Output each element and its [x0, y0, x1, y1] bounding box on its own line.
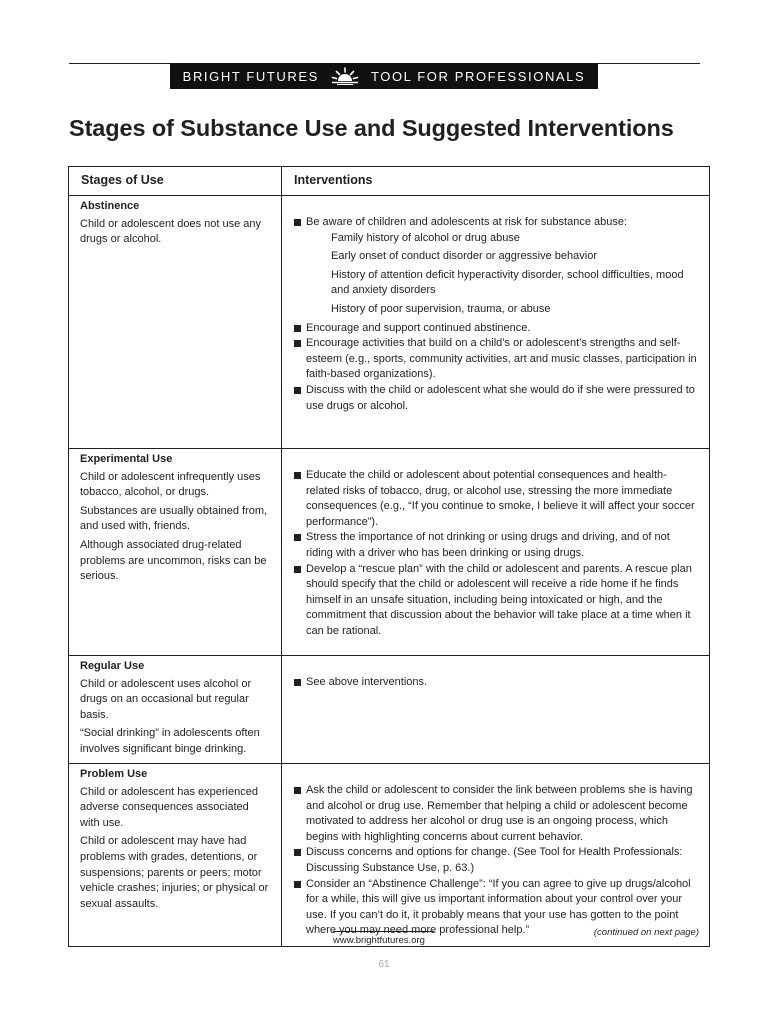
column-header-stages: Stages of Use [69, 167, 282, 196]
intervention-text: Stress the importance of not drinking or using drugs and driving, and of not riding with a driver who has been drinking or using drugs. [306, 531, 670, 559]
stage-description: Child or adolescent has experienced adverse consequences associated with use. [80, 785, 258, 829]
square-bullet-icon [294, 534, 301, 541]
stages-table [68, 166, 710, 947]
intervention-list [294, 675, 697, 691]
intervention-text: Be aware of children and adolescents at risk for substance abuse: [306, 216, 628, 228]
column-header-interventions: Interventions [282, 167, 710, 196]
stage-description: Child or adolescent does not use any drugs or alcohol. [80, 217, 262, 246]
stage-description: Child or adolescent infrequently uses tobacco, alcohol, or drugs. [80, 470, 261, 499]
intervention-list [294, 215, 697, 414]
banner-right-text: TOOL FOR PROFESSIONALS [370, 68, 586, 84]
square-bullet-icon [294, 787, 301, 794]
header-banner [170, 63, 598, 89]
intervention-text: See above interventions. [306, 676, 428, 688]
intervention-item [294, 530, 697, 561]
intervention-item [294, 783, 697, 845]
intervention-text: Ask the child or adolescent to consider the link between problems she is having and alcohol or drug use. Remember that helping a child or adolescent become motivated to address her alcohol or drug use is an ongoing process, which begins with highlighting concerns about current behavior. [306, 784, 693, 843]
risk-factor-item: Early onset of conduct disorder or aggressive behavior [331, 250, 597, 263]
stage-cell [69, 764, 282, 947]
table-row [69, 656, 710, 764]
stage-name: Abstinence [80, 200, 140, 212]
page-number: 61 [378, 959, 390, 970]
stage-description: Child or adolescent uses alcohol or drugs on an occasional but regular basis. [80, 677, 252, 721]
intervention-text: Consider an “Abstinence Challenge”: “If you can agree to give up drugs/alcohol for a while, this will give us important information about your control over your use. If you can’t do it, it probably means that your use has gotten to the point where you may need more professional help.” [306, 877, 691, 937]
square-bullet-icon [294, 325, 301, 332]
footer-url[interactable]: www.brightfutures.org [333, 935, 425, 946]
stage-description: “Social drinking” in adolescents often involves significant binge drinking. [80, 727, 260, 755]
interventions-cell [282, 656, 710, 764]
intervention-text: Encourage activities that build on a child’s or adolescent’s strengths and self-esteem (e.g., sports, community activities, art and music classes, participation in faith-based organizations). [306, 337, 697, 381]
square-bullet-icon [294, 340, 301, 347]
table-row [69, 449, 710, 656]
square-bullet-icon [294, 849, 301, 856]
risk-factor-item: History of attention deficit hyperactivity disorder, school difficulties, mood and anxiety disorders [331, 268, 684, 297]
interventions-cell [282, 196, 710, 449]
intervention-text: Encourage and support continued abstinence. [306, 321, 531, 334]
square-bullet-icon [294, 881, 301, 888]
stage-description: Substances are usually obtained from, and used with, friends. [80, 504, 268, 533]
square-bullet-icon [294, 679, 301, 686]
square-bullet-icon [294, 387, 301, 394]
intervention-text: Discuss concerns and options for change. (See Tool for Health Professionals: Discussing Substance Use, p. 63.) [306, 846, 683, 874]
intervention-list [294, 783, 697, 939]
stage-name: Experimental Use [80, 453, 173, 465]
intervention-item [294, 215, 697, 318]
risk-factor-item: Family history of alcohol or drug abuse [331, 231, 520, 244]
intervention-list [294, 468, 697, 640]
risk-factor-item: History of poor supervision, trauma, or abuse [331, 302, 551, 315]
stage-cell [69, 196, 282, 449]
continued-note: (continued on next page) [593, 927, 699, 938]
intervention-item [294, 336, 697, 383]
intervention-text: Educate the child or adolescent about potential consequences and health-related risks of tobacco, drug, or alcohol use, stressing the more immediate consequences (e.g., “If you continue to smoke, I believe it will affect your soccer performance”). [306, 469, 695, 528]
page-title: Stages of Substance Use and Suggested Interventions [69, 115, 674, 141]
stage-description: Although associated drug-related problems are uncommon, risks can be serious. [80, 538, 267, 583]
stage-cell [69, 656, 282, 764]
stage-name: Regular Use [80, 660, 145, 672]
intervention-text: Develop a “rescue plan” with the child or adolescent and parents. A rescue plan should specify that the child or adolescent will receive a ride home if he finds himself in an unsafe situation, including being intoxicated or high, and the commitment that discussion about the behavior will take place at a time when it can be rational. [306, 562, 692, 637]
risk-factor-list [306, 231, 697, 318]
sun-icon [331, 67, 359, 85]
interventions-cell [282, 764, 710, 947]
banner-left-text: BRIGHT FUTURES [182, 68, 319, 84]
interventions-cell [282, 449, 710, 656]
table-row [69, 764, 710, 947]
table-header-row [69, 167, 710, 196]
square-bullet-icon [294, 472, 301, 479]
intervention-item [294, 383, 697, 414]
table-row [69, 196, 710, 449]
intervention-item [294, 675, 697, 691]
stage-name: Problem Use [80, 768, 148, 780]
intervention-item [294, 562, 697, 640]
intervention-text: Discuss with the child or adolescent what she would do if she were pressured to use drugs or alcohol. [306, 383, 695, 412]
square-bullet-icon [294, 219, 301, 226]
intervention-item [294, 468, 697, 530]
footer-rule [333, 931, 434, 932]
square-bullet-icon [294, 566, 301, 573]
stage-cell [69, 449, 282, 656]
stage-description: Child or adolescent may have had problems with grades, detentions, or suspensions; parents or peers; motor vehicle crashes; injuries; or physical or sexual assaults. [80, 835, 269, 910]
intervention-item [294, 321, 697, 337]
intervention-item [294, 845, 697, 876]
